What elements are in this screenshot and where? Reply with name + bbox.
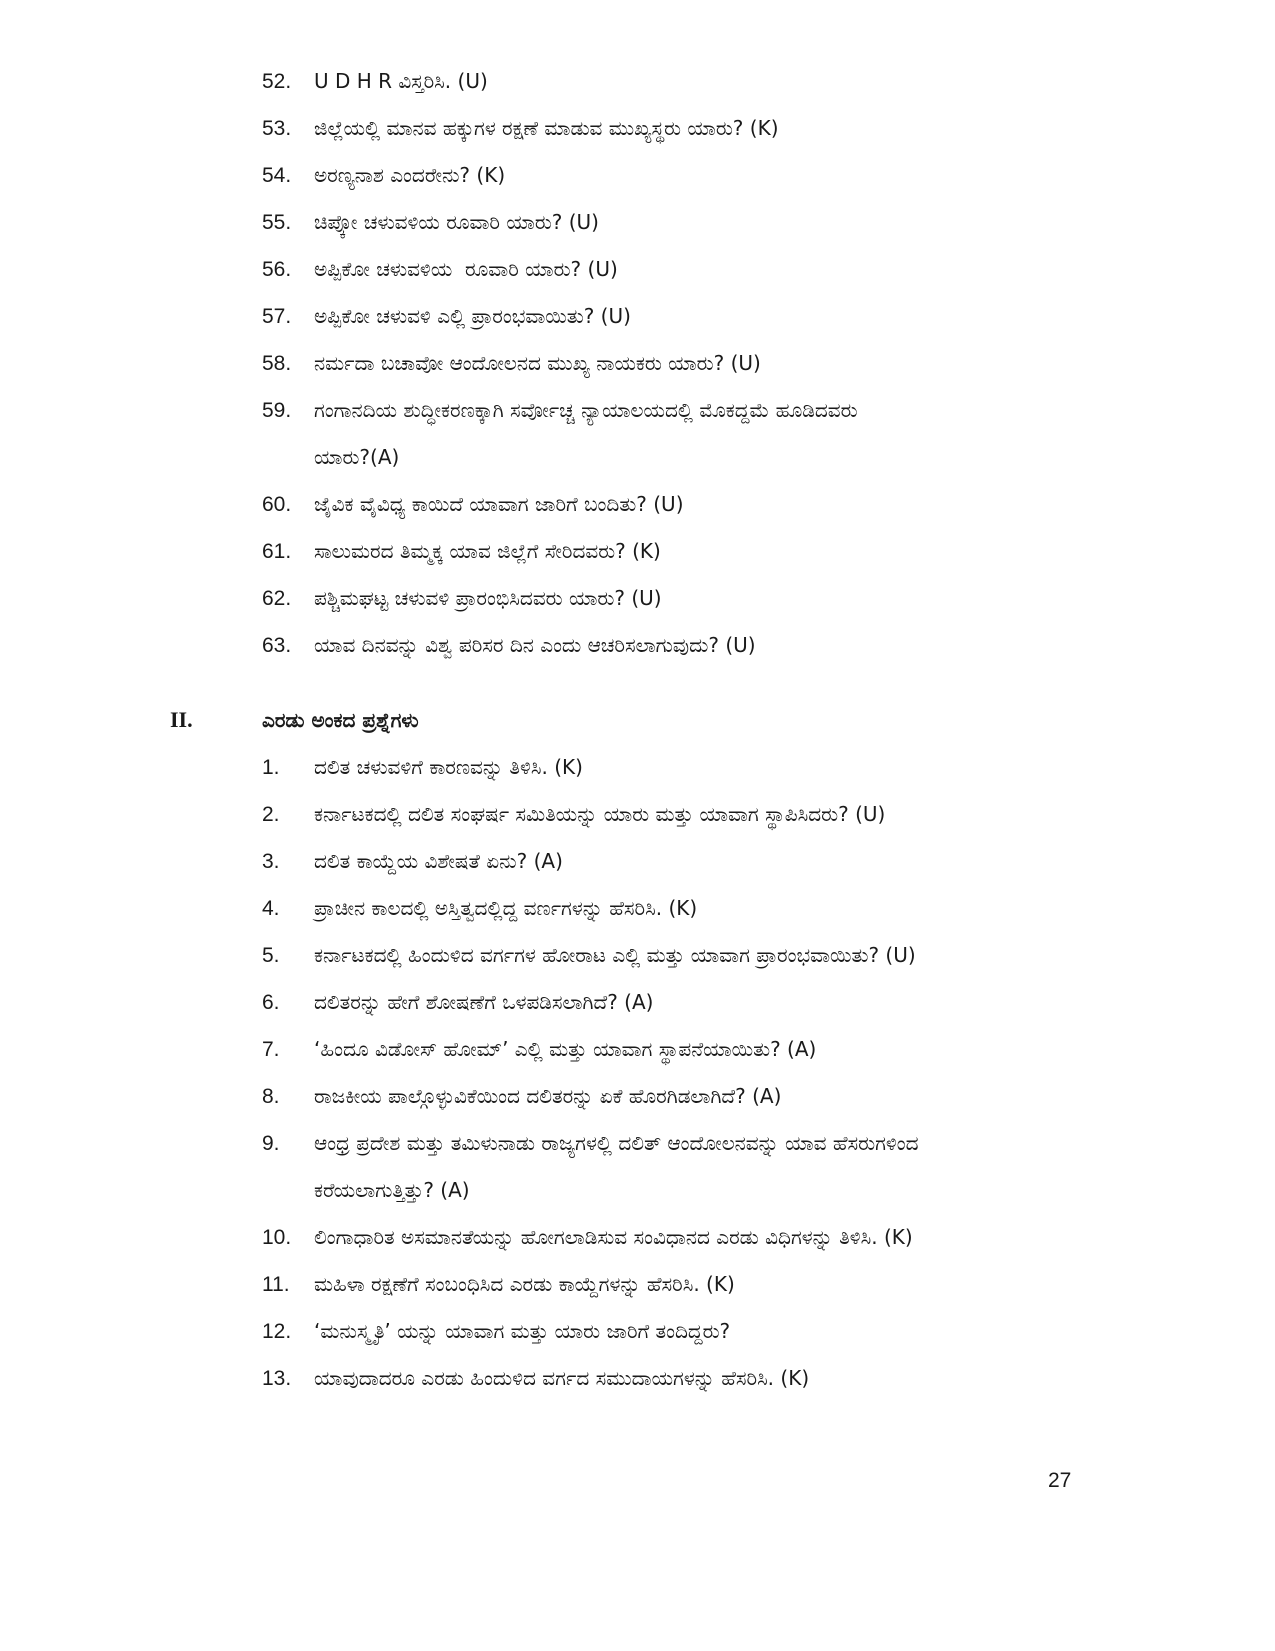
question-number: 4.: [262, 897, 280, 920]
question-text: ಮಹಿಳಾ ರಕ್ಷಣೆಗೆ ಸಂಬಂಧಿಸಿದ ಎರಡು ಕಾಯ್ದೆಗಳನ್ನು ಹೆಸರಿಸಿ. (K): [314, 1272, 735, 1296]
question-number: 58.: [262, 352, 292, 375]
question-text: U D H R ವಿಸ್ತರಿಸಿ. (U): [314, 69, 488, 93]
question-text: ಯಾವ ದಿನವನ್ನು ವಿಶ್ವ ಪರಿಸರ ದಿನ ಎಂದು ಆಚರಿಸಲಾಗುವುದು? (U): [314, 633, 756, 657]
question-number: 56.: [262, 258, 292, 281]
question-text: ದಲಿತರನ್ನು ಹೇಗೆ ಶೋಷಣೆಗೆ ಒಳಪಡಿಸಲಾಗಿದೆ? (A): [314, 990, 654, 1014]
question-60: [262, 487, 684, 521]
question-text: ಅರಣ್ಯನಾಶ ಎಂದರೇನು? (K): [314, 163, 506, 187]
question-54: [262, 158, 505, 192]
question-number: 6.: [262, 991, 280, 1014]
question-58: [262, 346, 761, 380]
question-number: 7.: [262, 1038, 280, 1061]
question-number: 54.: [262, 164, 292, 187]
question-12: [262, 1314, 730, 1348]
question-59-continuation: ಯಾರು?(A): [314, 445, 400, 469]
question-57: [262, 299, 631, 333]
question-text: ಜಿಲ್ಲೆಯಲ್ಲಿ ಮಾನವ ಹಕ್ಕುಗಳ ರಕ್ಷಣೆ ಮಾಡುವ ಮುಖ್ಯಸ್ಥರು ಯಾರು? (K): [314, 116, 779, 140]
question-4: [262, 891, 697, 925]
question-61: [262, 534, 661, 568]
question-10: [262, 1220, 913, 1254]
question-number: 3.: [262, 850, 280, 873]
question-number: 62.: [262, 587, 292, 610]
question-13: [262, 1361, 809, 1395]
question-number: 57.: [262, 305, 292, 328]
question-53: [262, 111, 779, 145]
question-number: 10.: [262, 1226, 292, 1249]
question-55: [262, 205, 599, 239]
question-number: 11.: [262, 1273, 290, 1296]
question-8: [262, 1079, 781, 1113]
question-number: 59.: [262, 399, 292, 422]
question-2: [262, 797, 885, 831]
question-1: [262, 750, 583, 784]
question-word: ಹೂಡಿದವರು: [775, 398, 858, 422]
question-59: [262, 393, 1074, 427]
question-text: ಲಿಂಗಾಧಾರಿತ ಅಸಮಾನತೆಯನ್ನು ಹೋಗಲಾಡಿಸುವ ಸಂವಿಧಾನದ ಎರಡು ವಿಧಿಗಳನ್ನು ತಿಳಿಸಿ. (K): [314, 1225, 913, 1249]
question-text: ರಾಜಕೀಯ ಪಾಲ್ಗೊಳ್ಳುವಿಕೆಯಿಂದ ದಲಿತರನ್ನು ಏಕೆ ಹೊರಗಿಡಲಾಗಿದೆ? (A): [314, 1084, 782, 1108]
question-3: [262, 844, 563, 878]
question-number: 2.: [262, 803, 280, 826]
question-number: 61.: [262, 540, 292, 563]
page-number: 27: [1048, 1469, 1072, 1492]
question-text: ಯಾವುದಾದರೂ ಎರಡು ಹಿಂದುಳಿದ ವರ್ಗದ ಸಮುದಾಯಗಳನ್ನು ಹೆಸರಿಸಿ. (K): [314, 1366, 810, 1390]
question-number: 53.: [262, 117, 292, 140]
question-7: [262, 1032, 816, 1066]
section-title: ಎರಡು ಅಂಕದ ಪ್ರಶ್ನೆಗಳು: [262, 708, 419, 732]
question-11: [262, 1267, 735, 1301]
question-number: 8.: [262, 1085, 280, 1108]
question-9: [262, 1126, 919, 1160]
question-number: 12.: [262, 1320, 292, 1343]
question-text: ಕರ್ನಾಟಕದಲ್ಲಿ ಹಿಂದುಳಿದ ವರ್ಗಗಳ ಹೋರಾಟ ಎಲ್ಲಿ ಮತ್ತು ಯಾವಾಗ ಪ್ರಾರಂಭವಾಯಿತು? (U): [314, 943, 916, 967]
question-text: ದಲಿತ ಕಾಯ್ದೆಯ ವಿಶೇಷತೆ ಏನು? (A): [314, 849, 563, 873]
question-52: [262, 64, 488, 98]
question-word: ಮೊಕದ್ದಮೆ: [699, 398, 770, 422]
question-text: ಪಶ್ಚಿಮಘಟ್ಟ ಚಳುವಳಿ ಪ್ರಾರಂಭಿಸಿದವರು ಯಾರು? (U): [314, 586, 662, 610]
question-text: ಪ್ರಾಚೀನ ಕಾಲದಲ್ಲಿ ಅಸ್ತಿತ್ವದಲ್ಲಿದ್ದ ವರ್ಣಗಳನ್ನು ಹೆಸರಿಸಿ. (K): [314, 896, 698, 920]
question-6: [262, 985, 653, 1019]
question-9-continuation: ಕರೆಯಲಾಗುತ್ತಿತ್ತು? (A): [314, 1178, 470, 1202]
question-text: ದಲಿತ ಚಳುವಳಿಗೆ ಕಾರಣವನ್ನು ತಿಳಿಸಿ. (K): [314, 755, 583, 779]
question-word: ನ್ಯಾಯಾಲಯದಲ್ಲಿ: [581, 398, 693, 422]
question-number: 63.: [262, 634, 292, 657]
question-text: ‘ಮನುಸ್ಮೃತಿ’ ಯನ್ನು ಯಾವಾಗ ಮತ್ತು ಯಾರು ಜಾರಿಗೆ ತಂದಿದ್ದರು?: [314, 1319, 731, 1343]
question-text: ನರ್ಮದಾ ಬಚಾವೋ ಆಂದೋಲನದ ಮುಖ್ಯ ನಾಯಕರು ಯಾರು? (U): [314, 351, 761, 375]
question-text: ಅಪ್ಪಿಕೋ ಚಳುವಳಿಯ ರೂವಾರಿ ಯಾರು? (U): [314, 257, 618, 281]
question-number: 13.: [262, 1367, 292, 1390]
question-word: ಸರ್ವೋಚ್ಚ: [510, 398, 575, 422]
question-62: [262, 581, 662, 615]
section-number: II.: [170, 707, 193, 732]
question-number: 1.: [262, 756, 280, 779]
question-number: 9.: [262, 1132, 280, 1155]
question-56: [262, 252, 618, 286]
question-number: 52.: [262, 70, 292, 93]
question-text: ಸಾಲುಮರದ ತಿಮ್ಮಕ್ಕ ಯಾವ ಜಿಲ್ಲೆಗೆ ಸೇರಿದವರು? (K): [314, 539, 661, 563]
question-5: [262, 938, 916, 972]
question-word: ಗಂಗಾನದಿಯ: [314, 398, 398, 422]
question-text: ಅಪ್ಪಿಕೋ ಚಳುವಳಿ ಎಲ್ಲಿ ಪ್ರಾರಂಭವಾಯಿತು? (U): [314, 304, 631, 328]
question-text: [314, 393, 1074, 427]
question-text: ಆಂಧ್ರ ಪ್ರದೇಶ ಮತ್ತು ತಮಿಳುನಾಡು ರಾಜ್ಯಗಳಲ್ಲಿ ದಲಿತ್ ಆಂದೋಲನವನ್ನು ಯಾವ ಹೆಸರುಗಳಿಂದ: [314, 1131, 919, 1155]
question-text: ಜೈವಿಕ ವೈವಿಧ್ಯ ಕಾಯಿದೆ ಯಾವಾಗ ಜಾರಿಗೆ ಬಂದಿತು? (U): [314, 492, 684, 516]
question-text: ‘ಹಿಂದೂ ವಿಡೋಸ್ ಹೋಮ್’ ಎಲ್ಲಿ ಮತ್ತು ಯಾವಾಗ ಸ್ಥಾಪನೆಯಾಯಿತು? (A): [314, 1037, 817, 1061]
question-text: ಕರ್ನಾಟಕದಲ್ಲಿ ದಲಿತ ಸಂಘರ್ಷ ಸಮಿತಿಯನ್ನು ಯಾರು ಮತ್ತು ಯಾವಾಗ ಸ್ಥಾಪಿಸಿದರು? (U): [314, 802, 886, 826]
question-number: 5.: [262, 944, 280, 967]
question-number: 60.: [262, 493, 292, 516]
question-number: 55.: [262, 211, 292, 234]
question-word: ಶುದ್ಧೀಕರಣಕ್ಕಾಗಿ: [403, 398, 504, 422]
question-text: ಚಿಪ್ಕೋ ಚಳುವಳಿಯ ರೂವಾರಿ ಯಾರು? (U): [314, 210, 599, 234]
question-63: [262, 628, 756, 662]
